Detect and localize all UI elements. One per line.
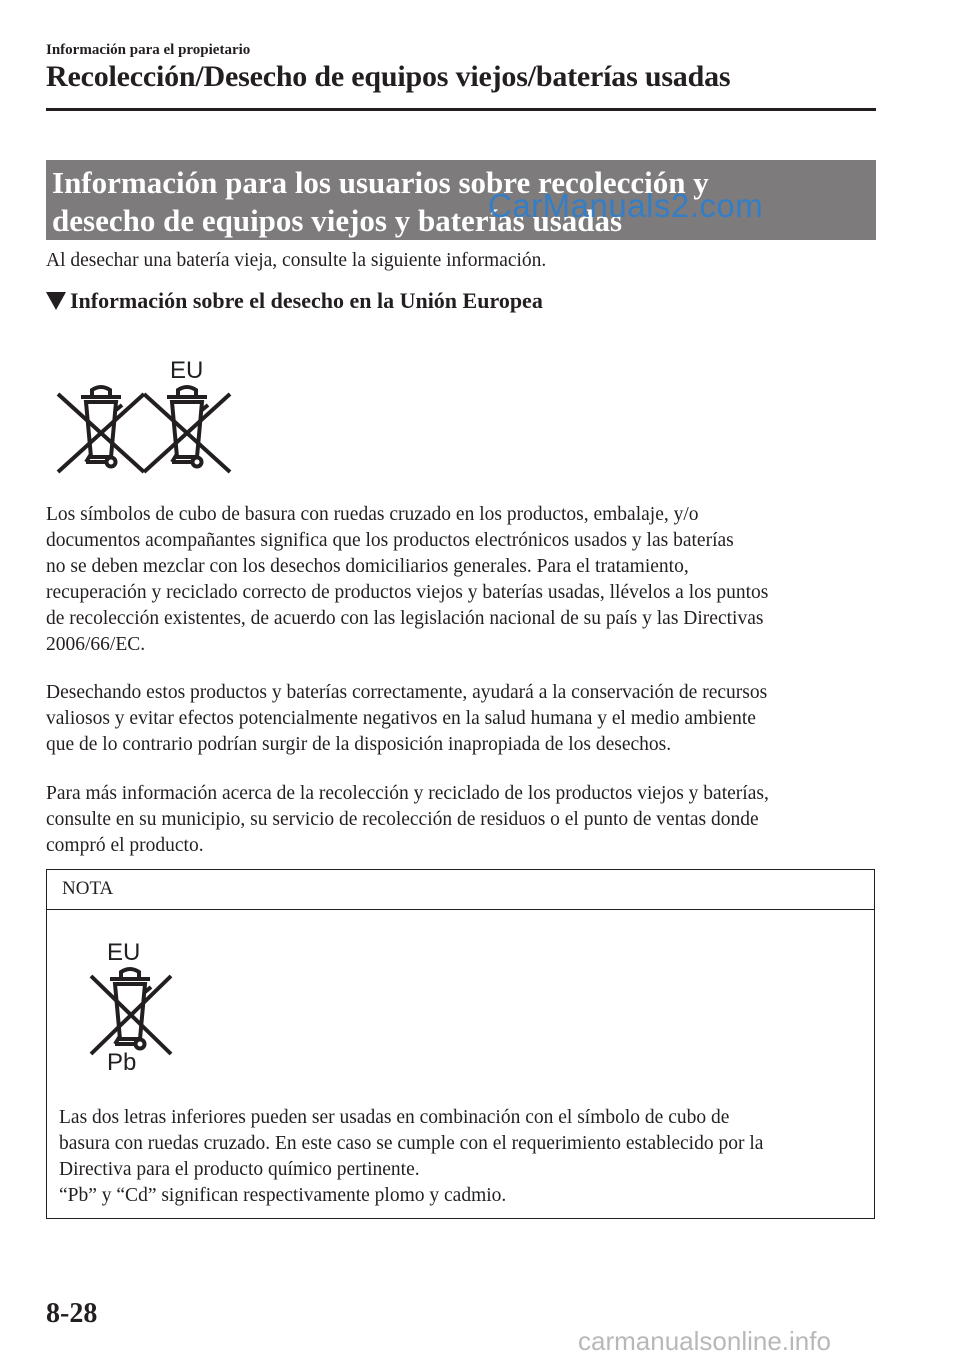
section-label: Información para el propietario: [46, 42, 251, 58]
nota-line: basura con ruedas cruzado. En este caso se cumple con el requerimiento establecido por la: [59, 1133, 764, 1154]
sub-heading: [46, 288, 543, 314]
eu-label: EU: [170, 357, 204, 384]
paragraph-line: que de lo contrario podrían surgir de la disposición inapropiada de los desechos.: [46, 734, 672, 755]
paragraph-1: [46, 502, 886, 658]
paragraph-line: 2006/66/EC.: [46, 634, 146, 655]
paragraph-line: valiosos y evitar efectos potencialmente negativos en la salud humana y el medio ambiente: [46, 708, 756, 729]
watermark: CarManuals2.com: [488, 187, 764, 224]
nota-title: NOTA: [62, 878, 114, 899]
page-number: 8-28: [46, 1298, 98, 1329]
pb-bin-symbol: [87, 942, 187, 1072]
footer-watermark: carmanualsonline.info: [578, 1326, 831, 1356]
banner-line-2: desecho de equipos viejos y baterías usadas: [52, 203, 623, 238]
paragraph-line: Desechando estos productos y baterías correctamente, ayudará a la conservación de recursos: [46, 682, 768, 703]
intro-text: Al desechar una batería vieja, consulte la siguiente información.: [46, 250, 547, 271]
crossed-out-wheelie-bin-icon: [58, 387, 144, 472]
nota-line: Directiva para el producto químico pertinente.: [59, 1159, 420, 1180]
crossed-out-wheelie-bin-icon: [144, 387, 230, 472]
chapter-title: Recolección/Desecho de equipos viejos/baterías usadas: [46, 60, 731, 93]
eu-label: EU: [107, 942, 141, 966]
paragraph-line: documentos acompañantes significa que los productos electrónicos usados y las baterías: [46, 530, 734, 551]
banner-line-1: Información para los usuarios sobre recolección y: [52, 165, 709, 200]
nota-title-row: [47, 870, 874, 910]
paragraph-line: consulte en su municipio, su servicio de recolección de residuos o el punto de ventas donde: [46, 809, 759, 830]
paragraph-line: recuperación y reciclado correcto de productos viejos y baterías usadas, llévelos a los puntos: [46, 582, 769, 603]
crossed-bin-symbols: [46, 352, 246, 482]
header-rule: [46, 108, 876, 111]
nota-text: [59, 1105, 869, 1209]
sub-heading-text: Información sobre el desecho en la Unión Europea: [70, 288, 543, 313]
paragraph-2: [46, 680, 886, 758]
nota-line: Las dos letras inferiores pueden ser usadas en combinación con el símbolo de cubo de: [59, 1107, 730, 1128]
paragraph-line: compró el producto.: [46, 835, 204, 856]
paragraph-line: de recolección existentes, de acuerdo con las legislación nacional de su país y las Directivas: [46, 608, 764, 629]
paragraph-3: [46, 781, 886, 859]
paragraph-line: no se deben mezclar con los desechos domiciliarios generales. Para el tratamiento,: [46, 556, 689, 577]
triangle-bullet-icon: [46, 292, 66, 310]
crossed-out-wheelie-bin-icon: [91, 969, 171, 1054]
nota-line: “Pb” y “Cd” significan respectivamente plomo y cadmio.: [59, 1185, 507, 1206]
paragraph-line: Para más información acerca de la recolección y reciclado de los productos viejos y baterías,: [46, 783, 769, 804]
nota-box: [46, 869, 875, 1219]
pb-label: Pb: [107, 1049, 137, 1072]
paragraph-line: Los símbolos de cubo de basura con ruedas cruzado en los productos, embalaje, y/o: [46, 504, 699, 525]
